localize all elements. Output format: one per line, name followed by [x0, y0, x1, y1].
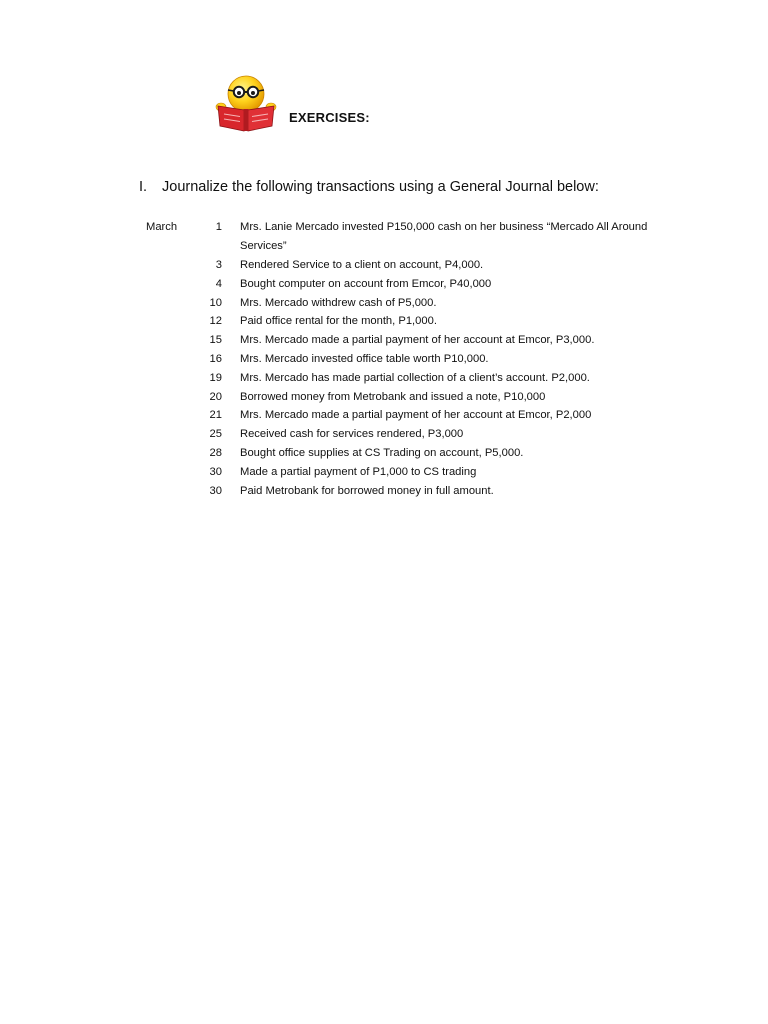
transaction-day: 10 [209, 296, 222, 309]
instruction-text: Journalize the following transactions using a General Journal below: [162, 179, 599, 195]
transaction-day: 1 [215, 221, 222, 233]
transaction-text: Borrowed money from Metrobank and issued a note, P10,000 [240, 390, 546, 403]
list-item [0, 482, 768, 501]
transaction-day: 25 [209, 428, 222, 441]
transaction-day: 3 [215, 259, 222, 271]
transaction-text: Made a partial payment of P1,000 to CS trading [240, 465, 477, 478]
list-item [0, 218, 768, 256]
exercises-heading: EXERCISES: [289, 110, 370, 125]
transaction-text: Paid office rental for the month, P1,000. [240, 315, 437, 328]
transaction-text: Paid Metrobank for borrowed money in full amount. [240, 484, 494, 497]
list-item [0, 388, 768, 407]
transaction-text: Mrs. Lanie Mercado invested P150,000 cash on her business “Mercado All Around Services” [240, 221, 648, 252]
list-item [0, 463, 768, 482]
transaction-text: Bought office supplies at CS Trading on account, P5,000. [240, 446, 524, 459]
transaction-day: 19 [209, 371, 222, 384]
transaction-text: Received cash for services rendered, P3,000 [240, 428, 464, 441]
list-item [0, 275, 768, 294]
transaction-day: 21 [209, 409, 222, 422]
transaction-day: 28 [209, 446, 222, 459]
transaction-day: 30 [209, 465, 222, 478]
list-item [0, 312, 768, 331]
transaction-day: 12 [209, 315, 222, 328]
list-item [0, 425, 768, 444]
transaction-day: 16 [209, 352, 222, 365]
transaction-text: Bought computer on account from Emcor, P40,000 [240, 277, 492, 290]
transaction-day: 15 [209, 334, 222, 347]
instruction-line [139, 179, 599, 195]
list-item [0, 406, 768, 425]
reading-smiley-icon [212, 74, 280, 132]
transaction-day: 20 [209, 390, 222, 403]
transaction-text: Mrs. Mercado withdrew cash of P5,000. [240, 296, 437, 309]
transaction-text: Mrs. Mercado made a partial payment of her account at Emcor, P2,000 [240, 409, 592, 422]
transaction-text: Mrs. Mercado made a partial payment of her account at Emcor, P3,000. [240, 334, 595, 347]
list-item [0, 294, 768, 313]
transaction-day: 4 [215, 277, 222, 290]
transaction-text: Mrs. Mercado invested office table worth P10,000. [240, 352, 489, 365]
transaction-text: Mrs. Mercado has made partial collection of a client’s account. P2,000. [240, 371, 590, 384]
list-item [0, 350, 768, 369]
transaction-day: 30 [209, 484, 222, 497]
transaction-text: Rendered Service to a client on account, P4,000. [240, 259, 484, 271]
list-item [0, 444, 768, 463]
instruction-number: I. [139, 179, 148, 195]
transaction-list [0, 218, 768, 500]
list-item [0, 331, 768, 350]
list-item [0, 256, 768, 275]
list-item [0, 369, 768, 388]
month-label: March [146, 221, 178, 233]
